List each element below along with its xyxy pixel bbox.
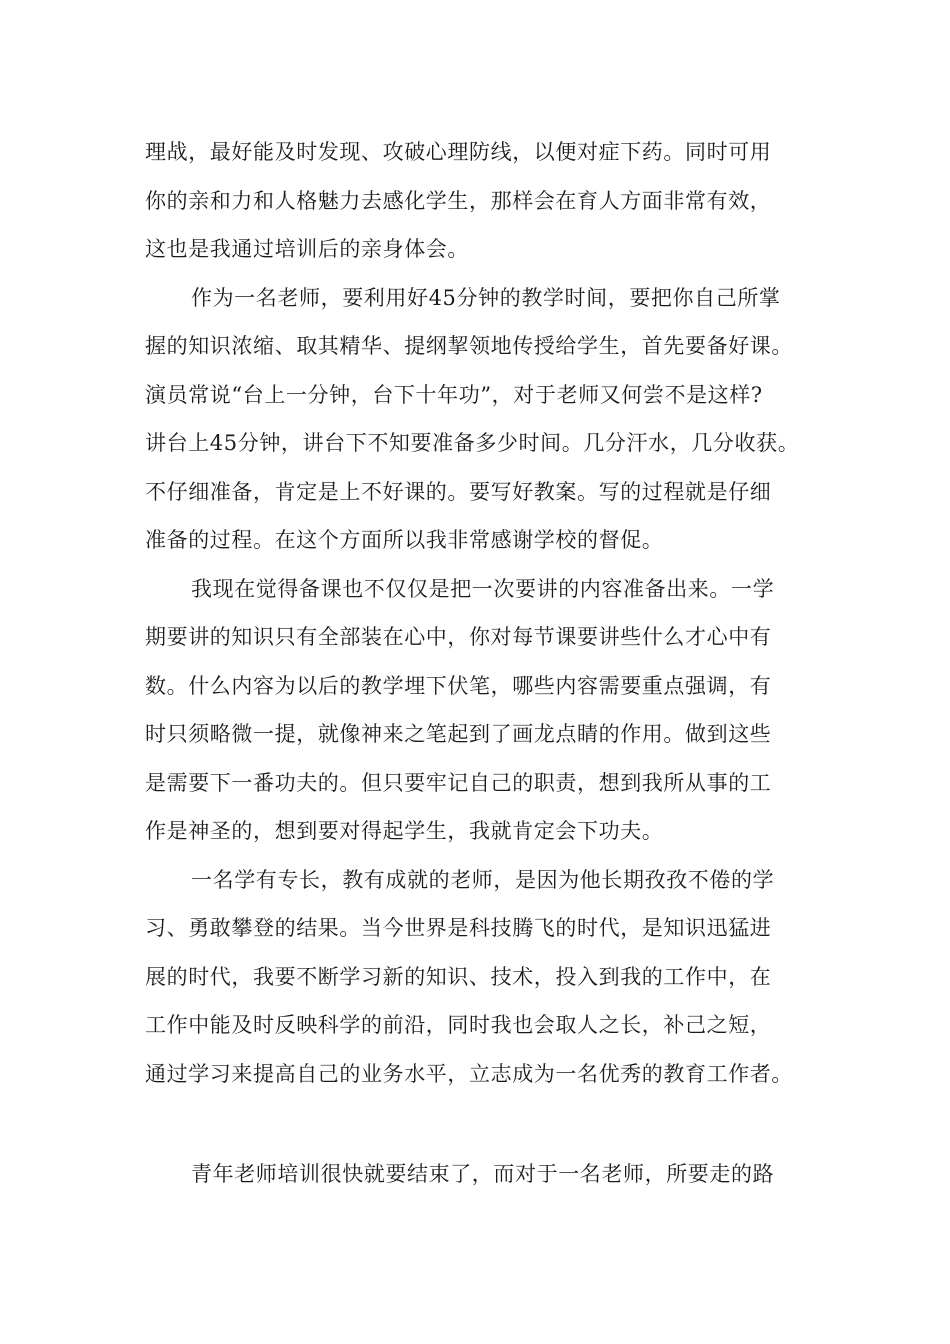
paragraph-line: 这也是我通过培训后的亲身体会。 xyxy=(145,237,469,261)
paragraph-3 xyxy=(145,565,825,856)
paragraph-line: 是需要下一番功夫的。但只要牢记自己的职责，想到我所从事的工 xyxy=(145,770,772,795)
document-body xyxy=(145,128,825,1199)
paragraph-line: 我现在觉得备课也不仅仅是把一次要讲的内容准备出来。一学 xyxy=(191,576,775,601)
paragraph-4 xyxy=(145,856,825,1099)
paragraph-2 xyxy=(145,274,825,565)
paragraph-line: 准备的过程。在这个方面所以我非常感谢学校的督促。 xyxy=(145,528,664,552)
paragraph-line: 作为一名老师，要利用好45分钟的教学时间，要把你自己所掌 xyxy=(191,285,781,310)
paragraph-line: 演员常说“台上一分钟，台下十年功”，对于老师又何尝不是这样? xyxy=(145,382,763,407)
paragraph-line: 作是神圣的，想到要对得起学生，我就肯定会下功夫。 xyxy=(145,819,664,843)
paragraph-line: 工作中能及时反映科学的前沿，同时我也会取人之长，补己之短， xyxy=(145,1013,772,1037)
paragraph-line: 时只须略微一提，就像神来之笔起到了画龙点睛的作用。做到这些 xyxy=(145,722,772,746)
paragraph-line: 理战，最好能及时发现、攻破心理防线，以便对症下药。同时可用 xyxy=(145,140,772,164)
paragraph-line: 握的知识浓缩、取其精华、提纲挈领地传授给学生，首先要备好课。 xyxy=(145,334,793,358)
paragraph-5 xyxy=(145,1150,825,1199)
paragraph-line: 习、勇敢攀登的结果。当今世界是科技腾飞的时代，是知识迅猛进 xyxy=(145,916,772,940)
paragraph-line: 讲台上45分钟，讲台下不知要准备多少时间。几分汗水，几分收获。 xyxy=(145,431,800,455)
paragraph-line: 数。什么内容为以后的教学埋下伏笔，哪些内容需要重点强调，有 xyxy=(145,673,772,698)
paragraph-line: 你的亲和力和人格魅力去感化学生，那样会在育人方面非常有效， xyxy=(145,188,772,213)
paragraph-line: 青年老师培训很快就要结束了，而对于一名老师，所要走的路 xyxy=(191,1162,775,1186)
paragraph-line: 通过学习来提高自己的业务水平，立志成为一名优秀的教育工作者。 xyxy=(145,1061,793,1086)
paragraph-gap xyxy=(145,1098,825,1150)
paragraph-line: 一名学有专长，教有成就的老师，是因为他长期孜孜不倦的学 xyxy=(191,867,775,892)
paragraph-line: 不仔细准备，肯定是上不好课的。要写好教案。写的过程就是仔细 xyxy=(145,479,772,504)
paragraph-line: 期要讲的知识只有全部装在心中，你对每节课要讲些什么才心中有 xyxy=(145,625,772,649)
paragraph-line: 展的时代，我要不断学习新的知识、技术，投入到我的工作中，在 xyxy=(145,964,772,989)
paragraph-1 xyxy=(145,128,825,274)
